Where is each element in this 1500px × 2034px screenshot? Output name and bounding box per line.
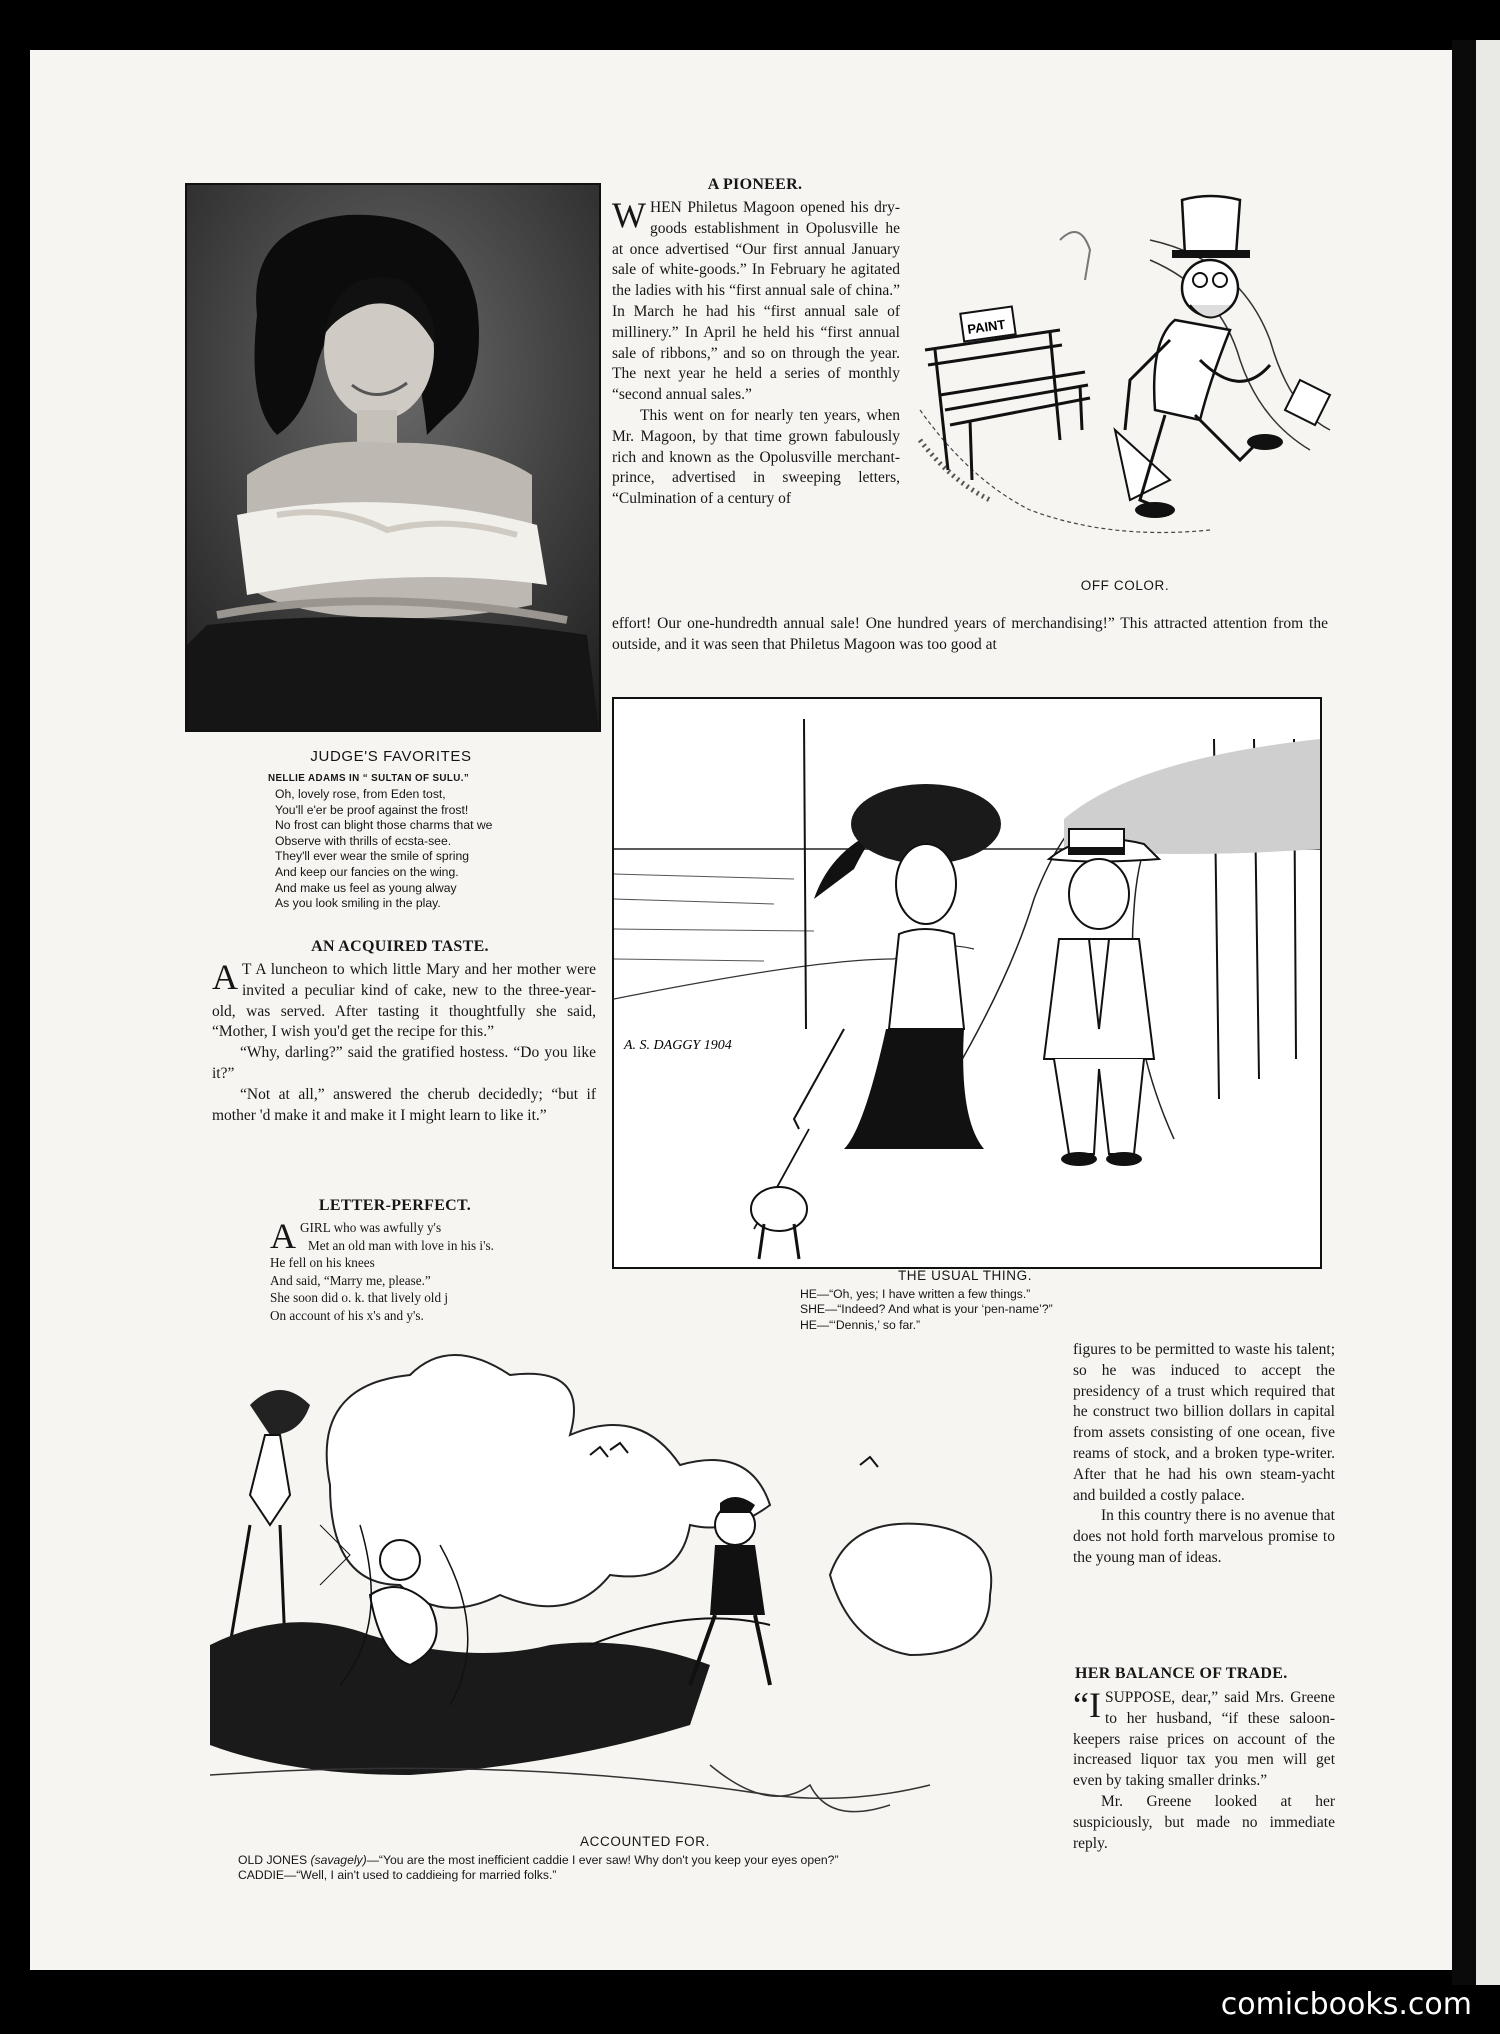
acquired-para-3: “Not at all,” answered the cherub decidedly; “but if mother 'd make it and make it I might learn to like it.” (212, 1085, 596, 1124)
poem-line: And make us feel as young alway (275, 880, 457, 895)
pioneer-para-4: In this country there is no avenue that does not hold forth marvelous promise to the young man of ideas. (1073, 1507, 1335, 1566)
favorites-title: JUDGE'S FAVORITES (310, 748, 472, 765)
poem-line: Met an old man with love in his i's. (308, 1237, 494, 1253)
poem-line: As you look smiling in the play. (275, 896, 441, 911)
artist-signature: A. S. DAGGY 1904 (624, 1038, 732, 1053)
acquired-para-2: “Why, darling?” said the gratified hostess. “Do you like it?” (212, 1044, 596, 1082)
letter-poem (270, 1216, 600, 1325)
poem-line: You'll e'er be proof against the frost! (275, 802, 469, 817)
poem-line: And keep our fancies on the wing. (275, 864, 459, 879)
pioneer-continued (1073, 1340, 1335, 1569)
acquired-para-1: T A luncheon to which little Mary and her mother were invited a peculiar kind of cake, new to the three-year-old, was served. After tasting it thoughtfully she said, “Mother, I wish you'd get the recipe for this.” (212, 961, 596, 1041)
pioneer-para-1: HEN Philetus Magoon opened his dry-goods establishment in Opolusville he at once advertised “Our first annual January sale of white-goods.” In February he agitated the ladies with his “first annual sale of china.” In March he had his “first annual sale of millinery.” In April he held his “first annual sale of ribbons,” and so on through the year. The next year he held a series of monthly “second annual sales.” (612, 199, 900, 404)
acquired-article (212, 957, 596, 1126)
drop-cap: W (612, 195, 646, 235)
poem-line: He fell on his knees (270, 1255, 375, 1271)
pioneer-para-2: This went on for nearly ten years, when Mr. Magoon, by that time grown fabulously rich and known as the Opolusville merchant-prince, advertised in sweeping letters, “Culmination of a century of (612, 406, 900, 508)
balance-article (1073, 1685, 1335, 1854)
site-watermark: comicbooks.com (1220, 1987, 1472, 2022)
balance-para-1: SUPPOSE, dear,” said Mrs. Greene to her husband, “if these saloon-keepers raise prices on account of the increased liquor tax you men will get even by taking smaller drinks.” (1073, 1689, 1335, 1790)
portrait-photo (185, 183, 601, 732)
off-color-caption: OFF COLOR. (1080, 578, 1170, 593)
poem-line: GIRL who was awfully y's (300, 1220, 442, 1235)
balance-title: HER BALANCE OF TRADE. (1075, 1665, 1288, 1682)
usual-thing-caption: THE USUAL THING. (897, 1268, 1033, 1283)
pioneer-title: A PIONEER. (707, 176, 803, 193)
accounted-for-dialogue (238, 1853, 1078, 1884)
speaker-name: OLD JONES (238, 1853, 308, 1867)
balance-para-2: Mr. Greene looked at her suspiciously, but made no immediate reply. (1073, 1792, 1335, 1852)
poem-line: Observe with thrills of ecsta-see. (275, 833, 452, 848)
dialogue-line: CADDIE—“Well, I ain't used to caddieing for married folks.” (238, 1868, 557, 1883)
drop-cap: “I (1073, 1685, 1101, 1725)
favorites-subtitle: NELLIE ADAMS IN “ SULTAN OF SULU.” (268, 773, 470, 784)
poem-line: And said, “Marry me, please.” (270, 1272, 431, 1288)
pioneer-article (612, 195, 900, 510)
poem-line: Oh, lovely rose, from Eden tost, (275, 787, 446, 801)
acquired-title: AN ACQUIRED TASTE. (311, 938, 489, 955)
favorites-poem (275, 787, 595, 912)
stage-direction: (savagely) (310, 1853, 367, 1867)
dialogue-line (238, 1853, 1078, 1868)
poem-line: She soon did o. k. that lively old j (270, 1290, 449, 1306)
poem-line: They'll ever wear the smile of spring (275, 849, 470, 864)
usual-thing-dialogue (800, 1287, 1240, 1333)
poem-line: No frost can blight those charms that we (275, 818, 493, 833)
off-color-illustration (910, 180, 1340, 560)
next-page-edge (1476, 40, 1500, 1985)
pioneer-wide-line: effort! Our one-hundredth annual sale! One hundred years of merchandising!” This attracted attention from the outside, and it was seen that Philetus Magoon was too good at (612, 615, 1328, 653)
dialogue-line: HE—“‘Dennis,’ so far.” (800, 1317, 921, 1332)
drop-cap: A (270, 1216, 296, 1256)
drop-cap: A (212, 957, 238, 997)
poem-line: On account of his x's and y's. (270, 1307, 424, 1323)
usual-thing-illustration (612, 697, 1322, 1269)
letter-title: LETTER-PERFECT. (318, 1197, 472, 1214)
dialogue-line: HE—“Oh, yes; I have written a few things.” (800, 1287, 1031, 1301)
accounted-for-caption: ACCOUNTED FOR. (580, 1834, 710, 1849)
accounted-for-illustration (210, 1345, 1060, 1825)
dialogue-line: SHE—“Indeed? And what is your ‘pen-name’?” (800, 1302, 1053, 1317)
paint-sign-text: PAINT (966, 316, 1007, 337)
dialogue-text: —“You are the most inefficient caddie I ever saw! Why don't you keep your eyes open?” (366, 1853, 839, 1867)
pioneer-para-3: figures to be permitted to waste his talent; so he was induced to accept the presidency of a trust which required that he construct two billion dollars in capital from assets consisting of one ocean, five reams of stock, and a broken type-writer. After that he had his own steam-yacht and builded a costly palace. (1073, 1341, 1335, 1504)
